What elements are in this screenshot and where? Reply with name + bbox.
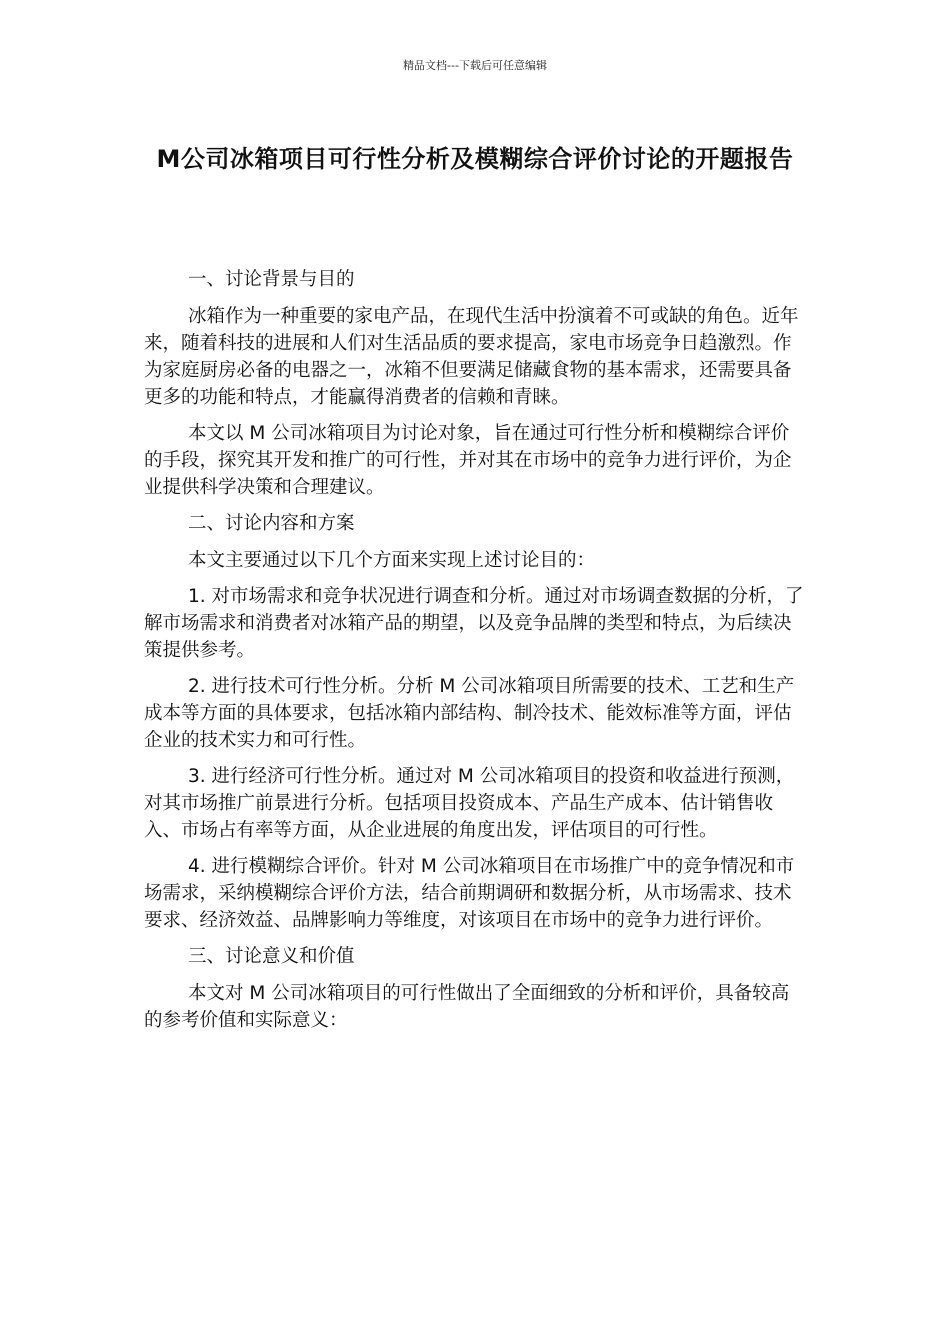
list-item: 2. 进行技术可行性分析。分析 M 公司冰箱项目所需要的技术、工艺和生产成本等方面的具体要求，包括冰箱内部结构、制冷技术、能效标准等方面，评估企业的技术实力和可行性。 <box>144 676 795 751</box>
page-header: 精品文档---下载后可任意编辑 <box>403 59 547 72</box>
paragraph: 本文主要通过以下几个方面来实现上述讨论目的： <box>188 550 596 571</box>
paragraph: 本文以 M 公司冰箱项目为讨论对象，旨在通过可行性分析和模糊综合评价的手段，探究其开发和推广的可行性，并对其在市场中的竞争力进行评价，为企业提供科学决策和合理建议。 <box>144 423 792 498</box>
section-heading-significance: 三、讨论意义和价值 <box>188 946 355 967</box>
document-title: M公司冰箱项目可行性分析及模糊综合评价讨论的开题报告 <box>156 145 794 173</box>
section-heading-background: 一、讨论背景与目的 <box>188 269 355 290</box>
paragraph: 本文对 M 公司冰箱项目的可行性做出了全面细致的分析和评价，具备较高的参考价值和实际意义： <box>144 983 790 1031</box>
paragraph: 冰箱作为一种重要的家电产品，在现代生活中扮演着不可或缺的角色。近年来，随着科技的进展和人们对生活品质的要求提高，家电市场竞争日趋激烈。作为家庭厨房必备的电器之一，冰箱不但要满足储藏食物的基本需求，还需要具备更多的功能和特点，才能赢得消费者的信赖和青睐。 <box>144 306 799 408</box>
list-item: 1. 对市场需求和竞争状况进行调查和分析。通过对市场调查数据的分析，了解市场需求和消费者对冰箱产品的期望，以及竞争品牌的类型和特点，为后续决策提供参考。 <box>144 586 804 661</box>
list-item: 4. 进行模糊综合评价。针对 M 公司冰箱项目在市场推广中的竞争情况和市场需求，采纳模糊综合评价方法，结合前期调研和数据分析，从市场需求、技术要求、经济效益、品牌影响力等维度，对该项目在市场中的竞争力进行评价。 <box>144 856 795 931</box>
list-item: 3. 进行经济可行性分析。通过对 M 公司冰箱项目的投资和收益进行预测，对其市场推广前景进行分析。包括项目投资成本、产品生产成本、估计销售收入、市场占有率等方面，从企业进展的角度出发，评估项目的可行性。 <box>144 766 795 841</box>
document-body <box>144 266 804 1043</box>
section-heading-content: 二、讨论内容和方案 <box>188 513 355 534</box>
